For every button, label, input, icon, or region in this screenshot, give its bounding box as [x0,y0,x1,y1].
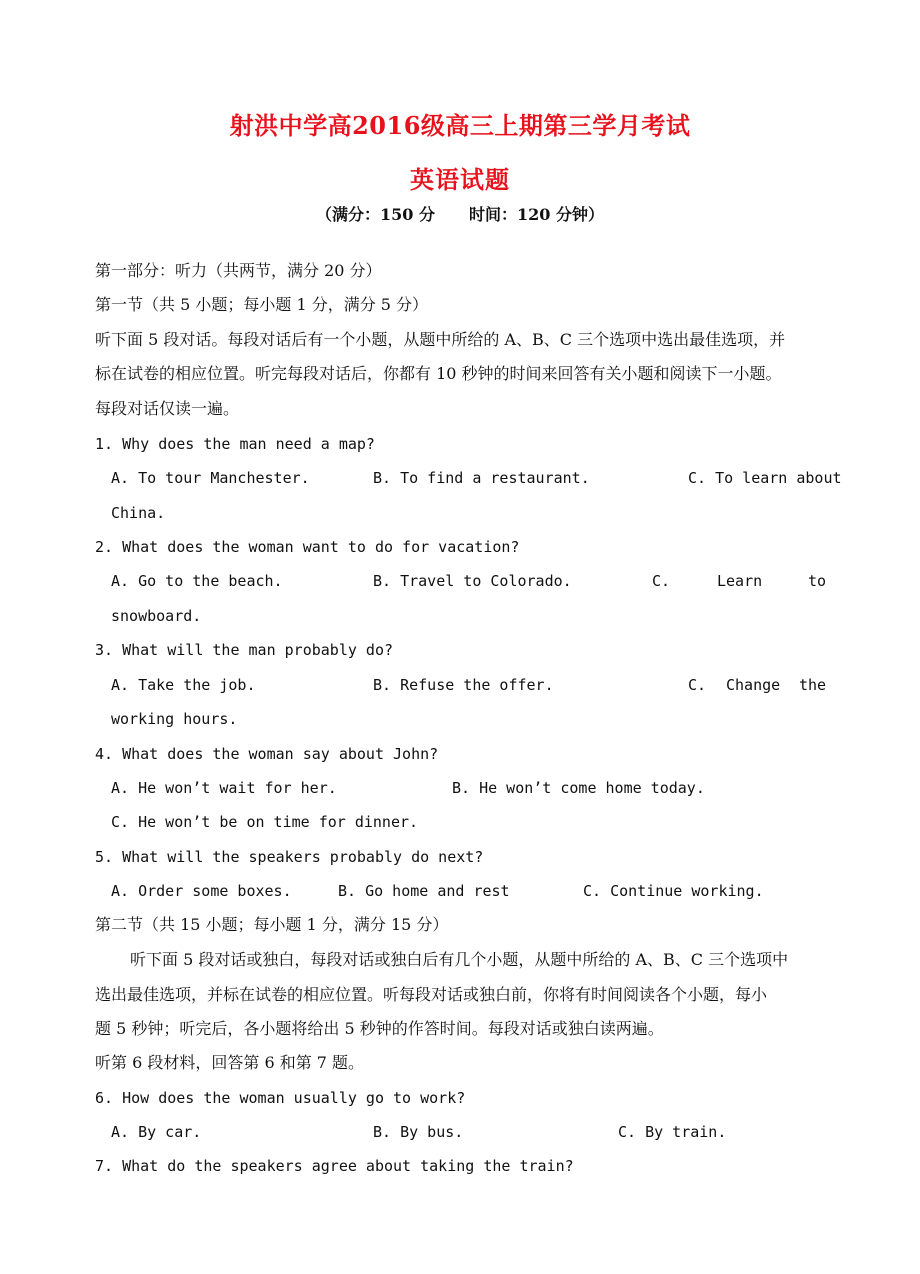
question-6: 6. How does the woman usually go to work? [95,1089,466,1107]
question-5: 5. What will the speakers probably do next? [95,848,484,866]
q1-option-c: C. To learn about [688,469,842,487]
exam-info [0,202,920,225]
q3-option-c-word1: Change [726,676,781,694]
section1-instructions-3: 每段对话仅读一遍。 [95,399,240,418]
q2-option-a: A. Go to the beach. [111,572,283,590]
q2-option-c-cont: snowboard. [111,607,202,625]
q4-option-b: B. He won’t come home today. [452,779,705,797]
q3-option-c-letter: C. [688,676,707,694]
q4-option-c: C. He won’t be on time for dinner. [111,813,419,831]
q5-option-c: C. Continue working. [583,882,764,900]
part1-heading: 第一部分：听力（共两节，满分 20 分） [95,261,382,280]
q6-option-a: A. By car. [111,1123,202,1141]
question-4: 4. What does the woman say about John? [95,745,439,763]
question-3: 3. What will the man probably do? [95,641,394,659]
question-2: 2. What does the woman want to do for vacation? [95,538,520,556]
section1-instructions-1: 听下面 5 段对话。每段对话后有一个小题，从题中所给的 A、B、C 三个选项中选出最佳选项，并 [95,330,786,349]
q6-option-c: C. By train. [618,1123,727,1141]
q3-option-c-word2: the [799,676,827,694]
full-score: （满分：150 分 [316,205,435,224]
section1-instructions-2: 标在试卷的相应位置。听完每段对话后，你都有 10 秒钟的时间来回答有关小题和阅读下一小题。 [95,364,782,383]
exam-title: 射洪中学高2016级高三上期第三学月考试 [229,111,691,140]
q2-option-c-word2: to [808,572,827,590]
q2-option-c-letter: C. [652,572,671,590]
section2-instructions-2: 选出最佳选项，并标在试卷的相应位置。听每段对话或独白前，你将有时间阅读各个小题，每小 [95,985,768,1004]
q3-option-c-cont: working hours. [111,710,238,728]
q6-option-b: B. By bus. [373,1123,464,1141]
section2-instructions-1: 听下面 5 段对话或独白，每段对话或独白后有几个小题，从题中所给的 A、B、C 三个选项中 [130,950,789,969]
q2-option-c-word1: Learn [717,572,763,590]
subject-title: 英语试题 [410,165,510,194]
q2-option-b: B. Travel to Colorado. [373,572,572,590]
q3-option-b: B. Refuse the offer. [373,676,554,694]
q5-option-a: A. Order some boxes. [111,882,292,900]
passage-6-note: 听第 6 段材料，回答第 6 和第 7 题。 [95,1053,365,1072]
exam-time: 时间：120 分钟） [469,205,604,224]
q1-option-a: A. To tour Manchester. [111,469,310,487]
section2-instructions-3: 题 5 秒钟；听完后，各小题将给出 5 秒钟的作答时间。每段对话或独白读两遍。 [95,1019,664,1038]
q5-option-b: B. Go home and rest [338,882,510,900]
section2-heading: 第二节（共 15 小题；每小题 1 分，满分 15 分） [95,915,449,934]
q3-option-a: A. Take the job. [111,676,256,694]
section1-heading: 第一节（共 5 小题；每小题 1 分，满分 5 分） [95,295,429,314]
q1-option-b: B. To find a restaurant. [373,469,590,487]
q1-option-c-cont: China. [111,504,166,522]
q4-option-a: A. He won’t wait for her. [111,779,337,797]
question-7: 7. What do the speakers agree about taking the train? [95,1157,574,1175]
question-1: 1. Why does the man need a map? [95,435,375,453]
